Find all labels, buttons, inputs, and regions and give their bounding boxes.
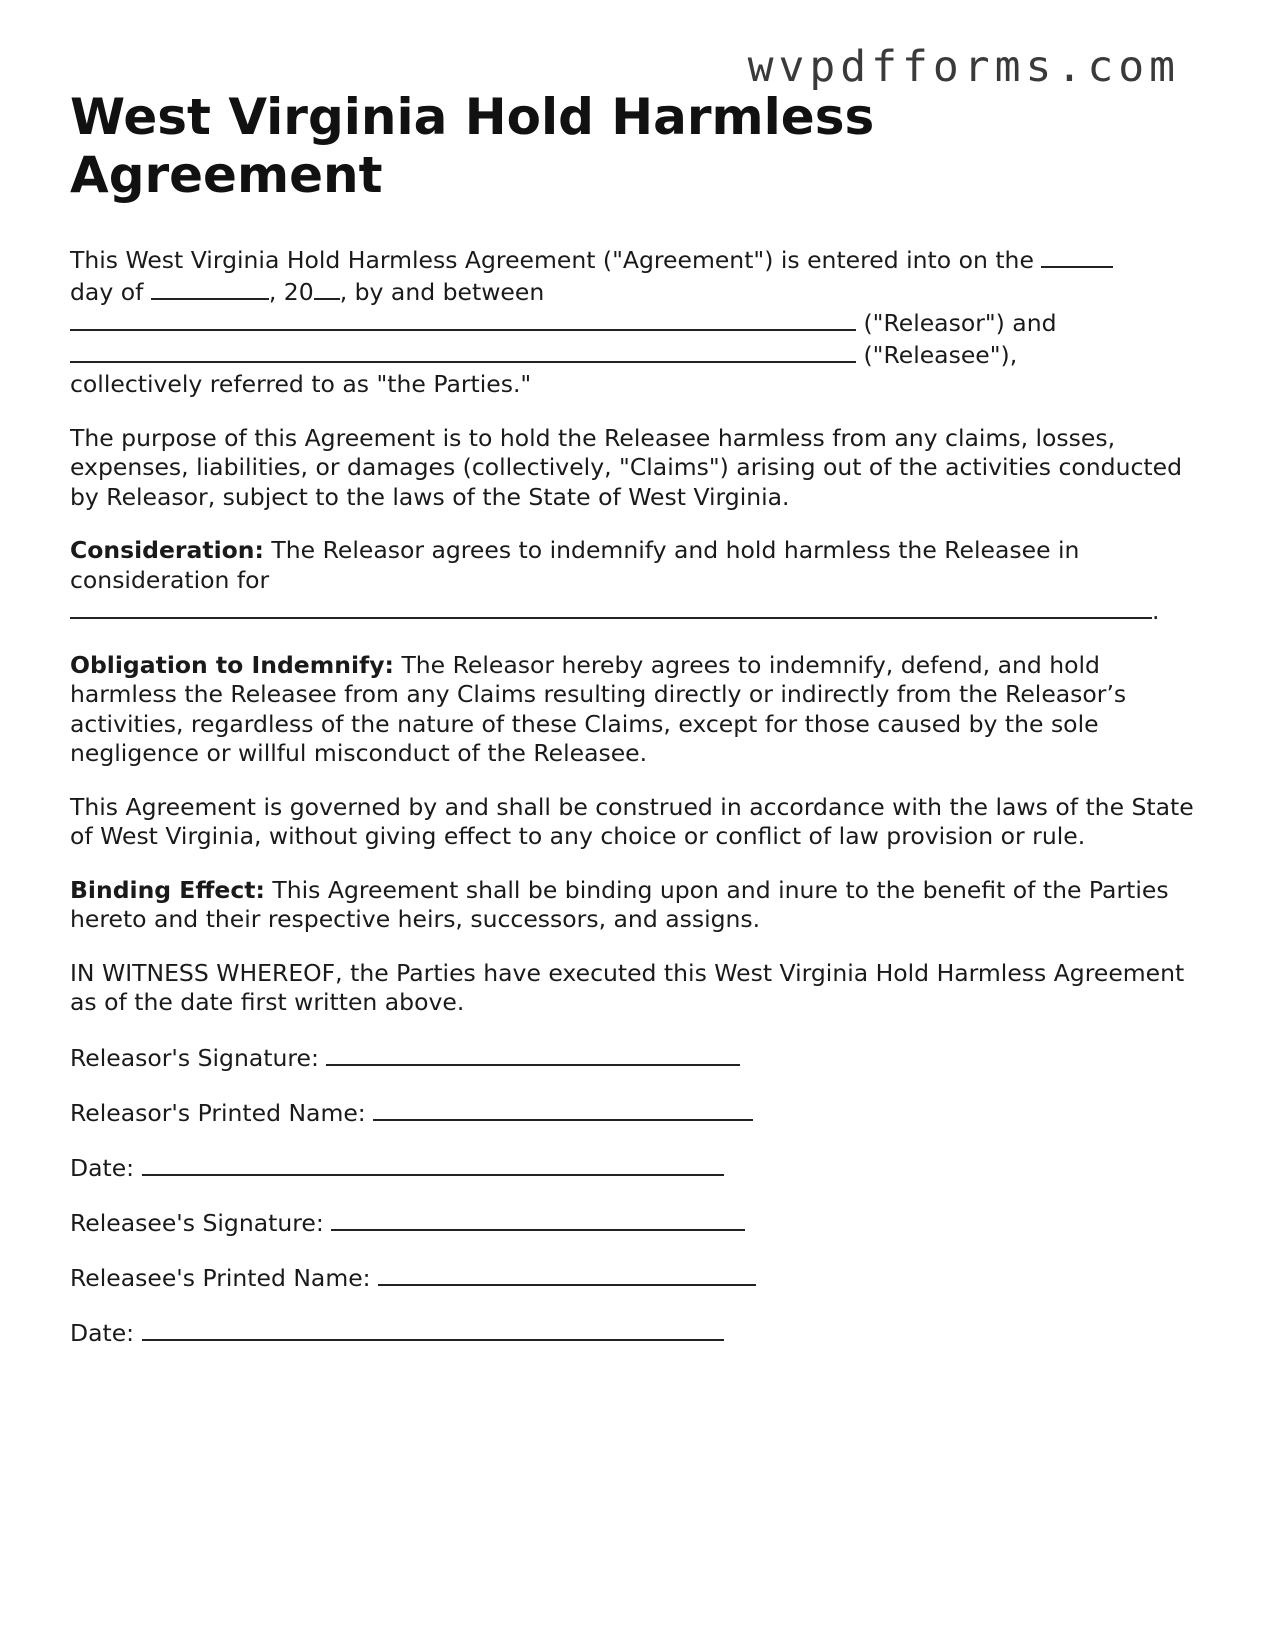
month-blank[interactable]	[151, 276, 269, 300]
document-title: West Virginia Hold Harmless Agreement	[70, 88, 875, 204]
releasor-printed-name-row	[70, 1097, 1200, 1128]
consideration-end: .	[1152, 597, 1160, 625]
releasor-date-label: Date:	[70, 1153, 135, 1182]
binding-effect-paragraph	[70, 876, 1200, 935]
releasor-date-row	[70, 1152, 1200, 1183]
purpose-paragraph: The purpose of this Agreement is to hold the Releasee harmless from any claims, losses, expenses, liabilities, or damages (collectively, "Claims") arising out of the activities conducted by Releasor, subject to the laws of the State of West Virginia.	[70, 423, 1182, 511]
obligation-paragraph	[70, 651, 1200, 769]
releasee-signature-row	[70, 1207, 1200, 1238]
releasee-date-label: Date:	[70, 1318, 135, 1347]
binding-effect-text: This Agreement shall be binding upon and inure to the benefit of the Parties hereto and their respective heirs, successors, and assigns.	[70, 875, 1169, 933]
obligation-label: Obligation to Indemnify:	[70, 650, 394, 679]
releasor-date-field[interactable]	[142, 1152, 724, 1176]
releasor-name-blank[interactable]	[70, 307, 856, 331]
day-of-text: day of	[70, 277, 144, 306]
releasee-label: ("Releasee"),	[863, 340, 1018, 369]
by-between-text: , by and between	[339, 277, 545, 306]
governing-law-paragraph: This Agreement is governed by and shall be construed in accordance with the laws of the State of West Virginia, without giving effect to any choice or conflict of law provision or rule.	[70, 792, 1194, 850]
releasee-printed-name-row	[70, 1262, 1200, 1293]
releasee-printed-name-field[interactable]	[378, 1262, 756, 1286]
releasor-printed-name-field[interactable]	[373, 1097, 753, 1121]
year-blank[interactable]	[314, 276, 340, 300]
collectively-text: collectively referred to as "the Parties."	[70, 370, 532, 398]
intro-text: This West Virginia Hold Harmless Agreement ("Agreement") is entered into on the	[70, 246, 1034, 274]
year-prefix-text: , 20	[268, 277, 314, 306]
day-blank[interactable]	[1041, 244, 1113, 268]
watermark: wvpdfforms.com	[747, 42, 1180, 92]
releasor-signature-row	[70, 1042, 1200, 1073]
releasee-printed-name-label: Releasee's Printed Name:	[70, 1263, 371, 1292]
releasee-date-field[interactable]	[142, 1317, 724, 1341]
releasor-label: ("Releasor") and	[863, 309, 1057, 337]
releasee-signature-field[interactable]	[331, 1207, 745, 1231]
obligation-text: The Releasor hereby agrees to indemnify, defend, and hold harmless the Releasee from any Claims resulting directly or indirectly from the Releasor’s activities, regardless of the nature of these Claims, except for those caused by the sole negligence or willful misconduct of the Releasee.	[70, 650, 1127, 767]
releasor-signature-label: Releasor's Signature:	[70, 1043, 319, 1072]
releasee-date-row	[70, 1317, 1200, 1348]
releasee-signature-label: Releasee's Signature:	[70, 1208, 324, 1237]
releasor-signature-field[interactable]	[326, 1042, 740, 1066]
witness-paragraph: IN WITNESS WHEREOF, the Parties have executed this West Virginia Hold Harmless Agreement as of the date first written above.	[70, 958, 1185, 1016]
releasor-printed-name-label: Releasor's Printed Name:	[70, 1098, 366, 1127]
consideration-text: The Releasor agrees to indemnify and hold harmless the Releasee in consideration for	[70, 536, 1080, 594]
binding-effect-label: Binding Effect:	[70, 875, 265, 904]
consideration-label: Consideration:	[70, 536, 264, 564]
consideration-paragraph	[70, 536, 1200, 627]
releasee-name-blank[interactable]	[70, 339, 856, 363]
document-page	[70, 88, 1200, 1348]
consideration-blank[interactable]	[70, 595, 1152, 619]
intro-paragraph	[70, 244, 1200, 400]
